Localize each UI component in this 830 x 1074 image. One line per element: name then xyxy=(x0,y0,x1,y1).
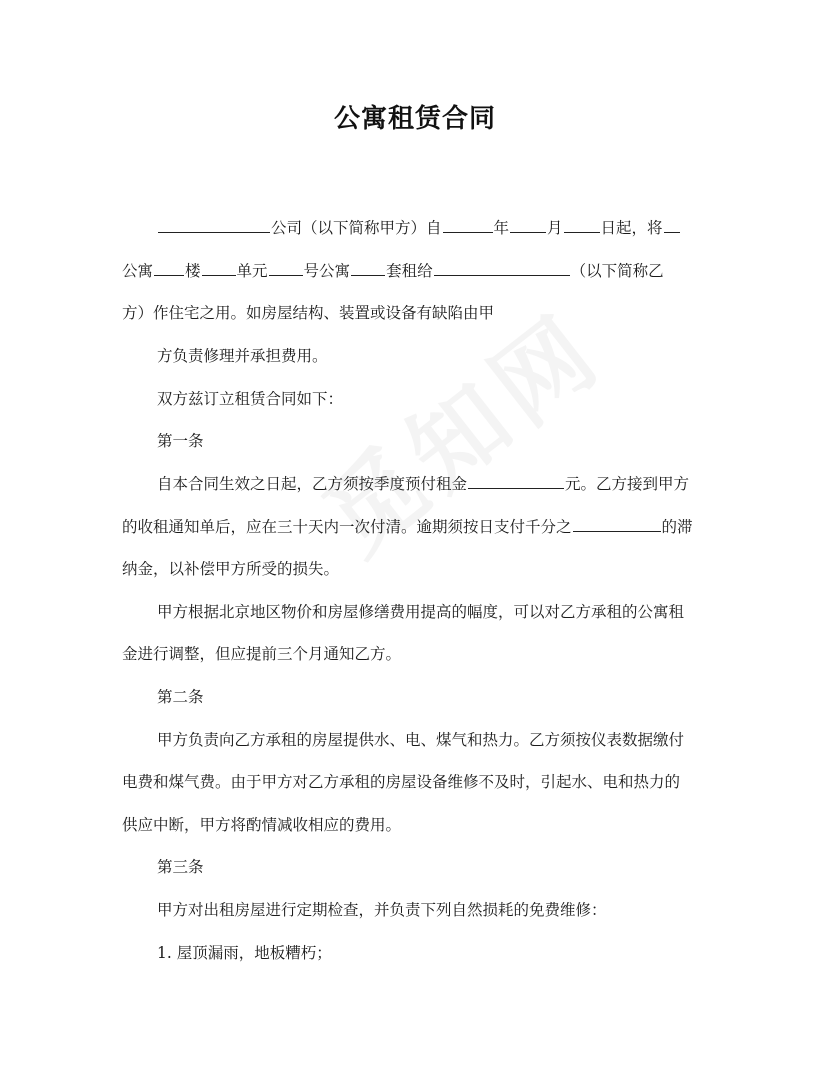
blank-company xyxy=(158,217,270,233)
blank-late-fee xyxy=(573,516,661,532)
article3-heading: 第三条 xyxy=(157,858,204,876)
p1-line3: 方）作住宅之用。如房屋结构、装置或设备有缺陷由甲 xyxy=(122,304,495,322)
p1-line1: 公司（以下简称甲方）自 年 月 日起，将 xyxy=(157,217,681,239)
article1-line5: 金进行调整，但应提前三个月通知乙方。 xyxy=(122,645,402,663)
blank-apartment xyxy=(664,217,680,233)
article2-line2: 电费和煤气费。由于甲方对乙方承租的房屋设备维修不及时，引起水、电和热力的 xyxy=(122,773,681,791)
article2-line1: 甲方负责向乙方承租的房屋提供水、电、煤气和热力。乙方须按仪表数据缴付 xyxy=(157,731,685,749)
blank-tenant xyxy=(434,260,570,276)
article2-heading: 第二条 xyxy=(157,688,204,706)
page-title: 公寓租赁合同 xyxy=(333,104,496,134)
p1-line4: 方负责修理并承担费用。 xyxy=(157,347,328,365)
p2: 双方兹订立租赁合同如下： xyxy=(157,390,344,408)
article1-line1: 自本合同生效之日起，乙方须按季度预付租金 元。乙方接到甲方 xyxy=(157,475,690,493)
article1-line4: 甲方根据北京地区物价和房屋修缮费用提高的幅度，可以对乙方承租的公寓租 xyxy=(157,603,685,621)
blank-year xyxy=(443,217,493,233)
blank-day xyxy=(564,217,600,233)
blank-month xyxy=(510,217,546,233)
article3-line1: 甲方对出租房屋进行定期检查，并负责下列自然损耗的免费维修： xyxy=(157,901,607,919)
article1-line2: 的收租通知单后，应在三十天内一次付清。逾期须按日支付千分之 的滞 xyxy=(122,518,693,536)
article1-heading: 第一条 xyxy=(157,432,204,450)
article2-line3: 供应中断，甲方将酌情减收相应的费用。 xyxy=(122,816,402,834)
article3-item1: 1. 屋顶漏雨，地板糟朽； xyxy=(157,944,332,962)
blank-rent xyxy=(468,473,564,489)
article1-line3: 纳金，以补偿甲方所受的损失。 xyxy=(122,560,340,578)
p1-line2: 公寓 楼 单元 号公寓 套租给 （以下简称乙 xyxy=(122,262,664,280)
